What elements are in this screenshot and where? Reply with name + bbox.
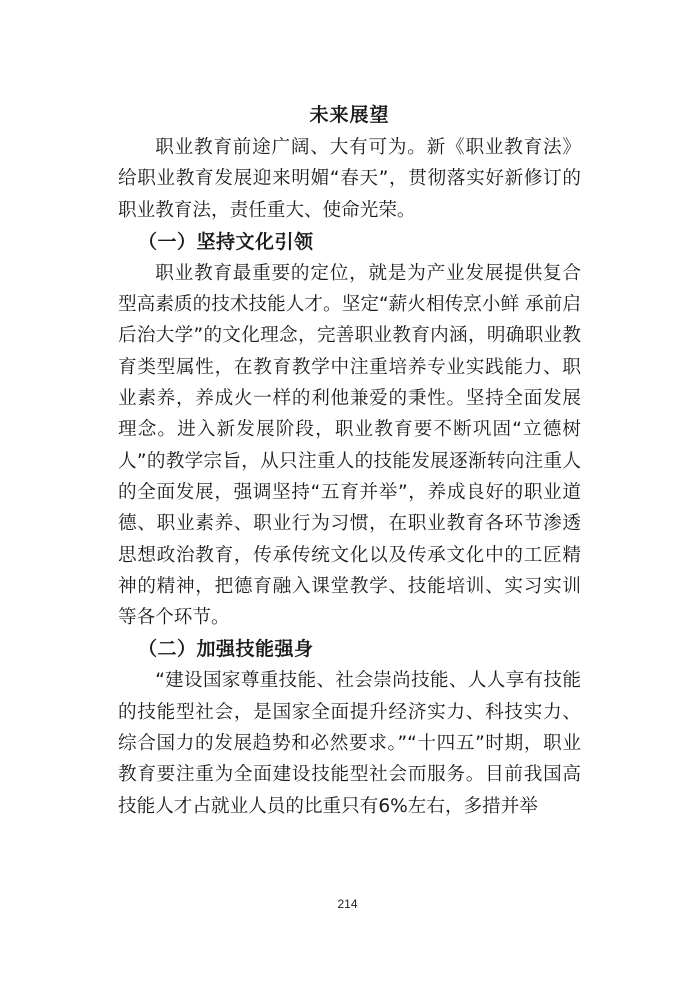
page-content [118,100,581,822]
section-body-skills: “建设国家尊重技能、社会崇尚技能、人人享有技能的技能型社会，是国家全面提升经济实力、科技实力、综合国力的发展趋势和必然要求。”“十四五”时期，职业教育要注重为全面建设技能型社会而服务。目前我国高技能人才占就业人员的比重只有6%左右，多措并举 [118,670,581,817]
section-heading-culture: （一）坚持文化引领 [137,230,314,253]
section-body-culture: 职业教育最重要的定位，就是为产业发展提供复合型高素质的技术技能人才。坚定“薪火相传烹小鲜 承前启后治大学”的文化理念，完善职业教育内涵，明确职业教育类型属性，在教育教学中注重培养专业实践能力、职业素养，养成火一样的利他兼爱的秉性。坚持全面发展理念。进入新发展阶段，职业教育要不断巩固“立德树人”的教学宗旨，从只注重人的技能发展逐渐转向注重人的全面发展，强调坚持“五育并举”，养成良好的职业道德、职业素养、职业行为习惯，在职业教育各环节渗透思想政治教育，传承传统文化以及传承文化中的工匠精神的精神，把德育融入课堂教学、技能培训、实习实训等各个环节。 [118,262,581,629]
intro-paragraph: 职业教育前途广阔、大有可为。新《职业教育法》给职业教育发展迎来明媚“春天”，贯彻落实好新修订的职业教育法，责任重大、使命光荣。 [118,137,581,221]
page-number: 214 [337,897,358,911]
section-heading-skills: （二）加强技能强身 [137,638,314,661]
page-title: 未来展望 [309,104,390,126]
